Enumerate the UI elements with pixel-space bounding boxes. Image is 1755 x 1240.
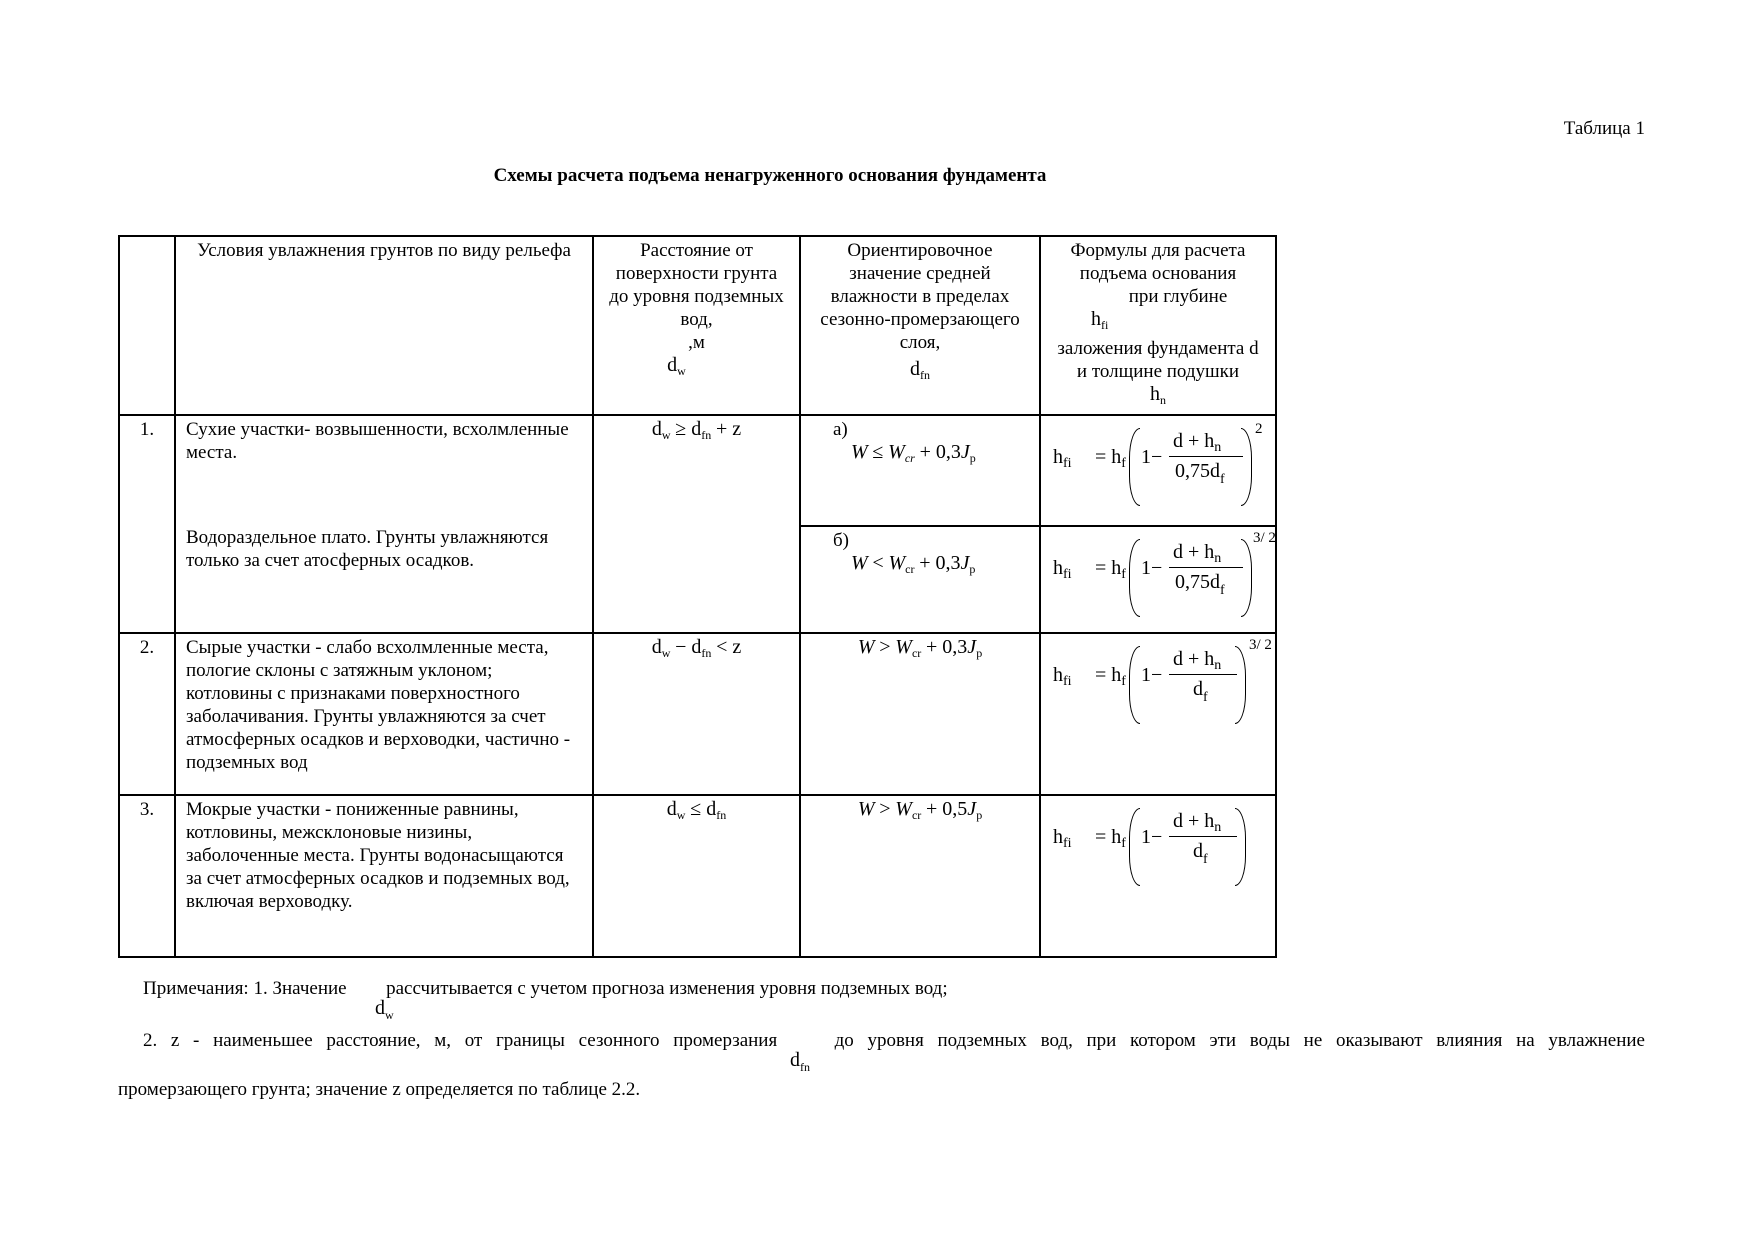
note-1: Примечания: 1. Значение рассчитывается с учетом прогноза изменения уровня подземных вод; [143,978,948,999]
header-distance-symbol: $d_w$ [667,354,686,378]
moisture-label-a: а) [833,419,848,440]
row-conditions: Сырые участки - слабо всхолмленные места, пологие склоны с затяжным уклоном; котловины с признаками поверхностного заболачивания. Грунты увлажняются за счет атмосферных осадков и верховодки, частично - подземных вод [175,633,593,795]
header-moisture-symbol: $d_{fn}$ [910,358,930,382]
table-row [119,795,1276,957]
table-header-row [119,236,1276,415]
header-formulas-line1: Формулы для расчета подъема основания [1070,240,1246,284]
moisture-formula-a: $W \le W_{cr} + 0,3J_p$ [851,441,976,465]
rise-formula-a: $h_{fi}$ = $h_f$ 1− $d + h_n$ $0,75d_f$ 2 [1041,416,1275,516]
note-1-symbol: $d_w$ [375,997,394,1022]
note-2-symbol: $d_{fn}$ [790,1049,810,1074]
row-formula-b [1040,526,1276,633]
row-number: 3. [119,795,175,957]
moisture-label-b: б) [833,530,849,551]
row-moisture-a [800,415,1040,526]
row-distance: $d_w \ge d_{fn} + z$ [593,415,800,633]
rise-formula-b: $h_{fi}$ = $h_f$ 1− $d + h_n$ $0,75d_f$ 3/ 2 [1041,527,1275,627]
header-formulas-line3: заложения фундамента d и толщине подушки [1057,338,1259,382]
table-label: Таблица 1 [1563,118,1645,139]
header-distance-text: Расстояние от поверхности грунта до уровня подземных вод, [609,240,784,330]
row-moisture: $W > W_{cr} + 0,3J_p$ [800,633,1040,795]
row-moisture: $W > W_{cr} + 0,5J_p$ [800,795,1040,957]
row-formula-a [1040,415,1276,526]
header-num [119,236,175,415]
row-formula [1040,795,1276,957]
header-formulas-symbol2: $h_n$ [1150,383,1166,407]
row-conditions: Мокрые участки - пониженные равнины, котловины, межсклоновые низины, заболоченные места. Грунты водонасыщаются за счет атмосферных осадков и подземных вод, включая верховодку. [175,795,593,957]
row-moisture-b [800,526,1040,633]
header-conditions: Условия увлажнения грунтов по виду рельефа [175,236,593,415]
main-table [118,235,1277,958]
table-title: Схемы расчета подъема ненагруженного основания фундамента [493,165,1047,186]
header-distance-unit: ,м [688,332,705,353]
header-moisture-text: Ориентировочное значение средней влажности в пределах сезонно-промерзающего слоя, [820,240,1020,353]
table-row [119,415,1276,526]
row-number: 2. [119,633,175,795]
row-condition-b: Водораздельное плато. Грунты увлажняются только за счет атосферных осадков. [186,527,549,571]
moisture-formula-b: $W < W_{cr} + 0,3J_p$ [851,552,976,576]
row-distance: $d_w \le d_{fn}$ [593,795,800,957]
row-distance: $d_w - d_{fn} < z$ [593,633,800,795]
note-2: 2. z - наименьшее расстояние, м, от границы сезонного промерзания до уровня подземных вод, при котором эти воды не оказывают влияния на увлажнение [143,1030,1645,1051]
header-formulas [1040,236,1276,415]
table-row [119,633,1276,795]
header-formulas-symbol1: $h_{fi}$ [1091,308,1109,332]
row-formula [1040,633,1276,795]
header-formulas-line2: при глубине [1128,286,1228,307]
header-distance [593,236,800,415]
row-conditions [175,415,593,633]
row-condition-a: Сухие участки- возвышенности, всхолмленные места. [186,419,569,463]
header-moisture [800,236,1040,415]
row-number: 1. [119,415,175,633]
rise-formula-3: $h_{fi}$ = $h_f$ 1− $d + h_n$ $d_f$ [1041,796,1275,896]
note-2-continuation: промерзающего грунта; значение z определяется по таблице 2.2. [118,1079,641,1100]
rise-formula-2: $h_{fi}$ = $h_f$ 1− $d + h_n$ $d_f$ 3/ 2 [1041,634,1275,734]
